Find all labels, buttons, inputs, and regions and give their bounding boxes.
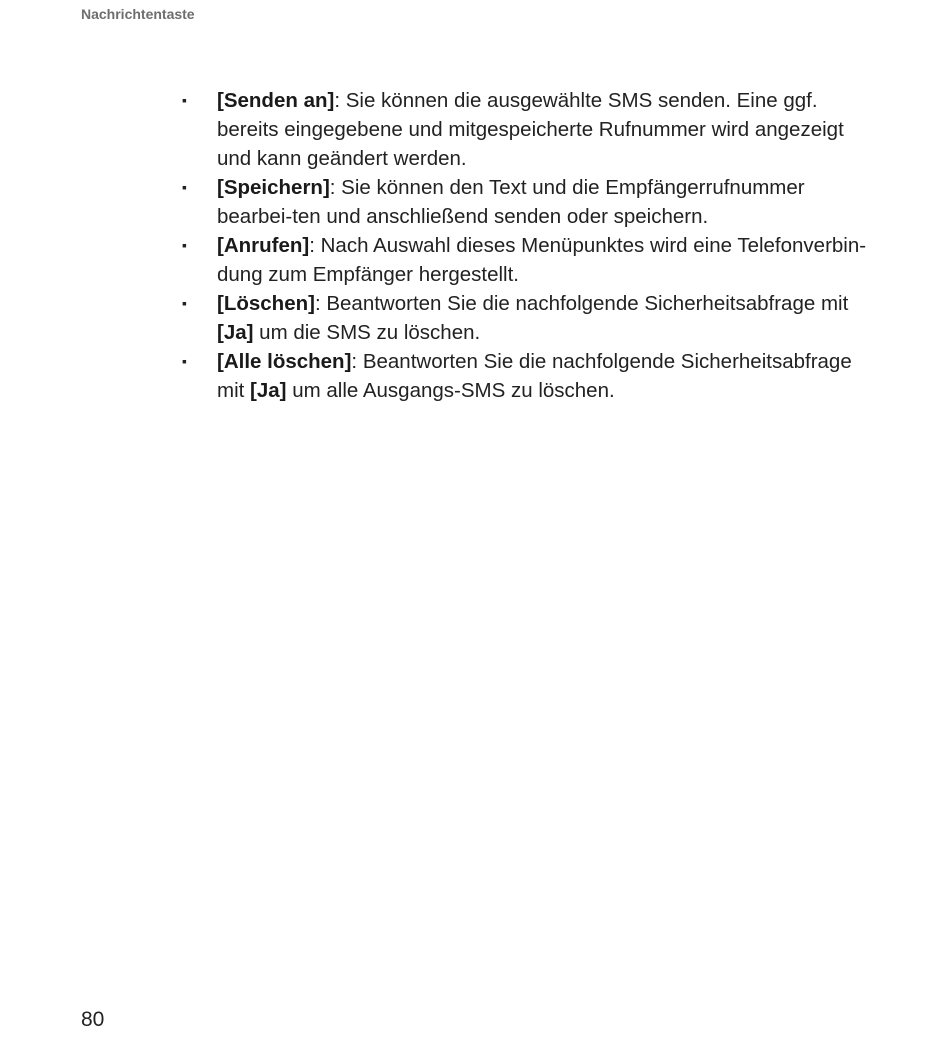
list-item-anrufen	[180, 231, 880, 289]
list-item-speichern	[180, 173, 880, 231]
item-description: : Sie können den Text und die Empfängerrufnummer bearbei-ten und anschließend senden oder speichern.	[217, 176, 805, 228]
bullet-icon: ▪	[182, 295, 187, 311]
answer-term: [Ja]	[217, 321, 254, 344]
list-item-senden-an	[180, 86, 880, 173]
menu-options-list	[180, 86, 880, 405]
list-item-loeschen	[180, 289, 880, 347]
menu-options-section	[180, 86, 880, 405]
list-item-alle-loeschen	[180, 347, 880, 405]
item-description-end: um die SMS zu löschen.	[253, 321, 481, 344]
menu-term: [Anrufen]	[217, 234, 310, 257]
bullet-icon: ▪	[182, 237, 187, 253]
menu-term: [Speichern]	[217, 176, 330, 199]
bullet-icon: ▪	[182, 92, 187, 108]
item-description: : Sie können die ausgewählte SMS senden. Eine ggf. bereits eingegebene und mitgespeicherte Rufnummer wird angezeigt und kann geändert werden.	[217, 89, 844, 170]
bullet-icon: ▪	[182, 179, 187, 195]
running-header: Nachrichtentaste	[81, 6, 195, 22]
item-description-start: : Beantworten Sie die nachfolgende Sicherheitsabfrage mit	[217, 350, 852, 402]
bullet-icon: ▪	[182, 353, 187, 369]
menu-term: [Senden an]	[217, 89, 335, 112]
answer-term: [Ja]	[250, 379, 287, 402]
page-number: 80	[81, 1008, 105, 1031]
item-description-end: um alle Ausgangs-SMS zu löschen.	[286, 379, 615, 402]
item-description: : Nach Auswahl dieses Menüpunktes wird eine Telefonverbin-dung zum Empfänger hergestellt.	[217, 234, 867, 286]
item-description-start: : Beantworten Sie die nachfolgende Sicherheitsabfrage mit	[314, 292, 849, 315]
menu-term: [Löschen]	[217, 292, 315, 315]
menu-term: [Alle löschen]	[217, 350, 352, 373]
